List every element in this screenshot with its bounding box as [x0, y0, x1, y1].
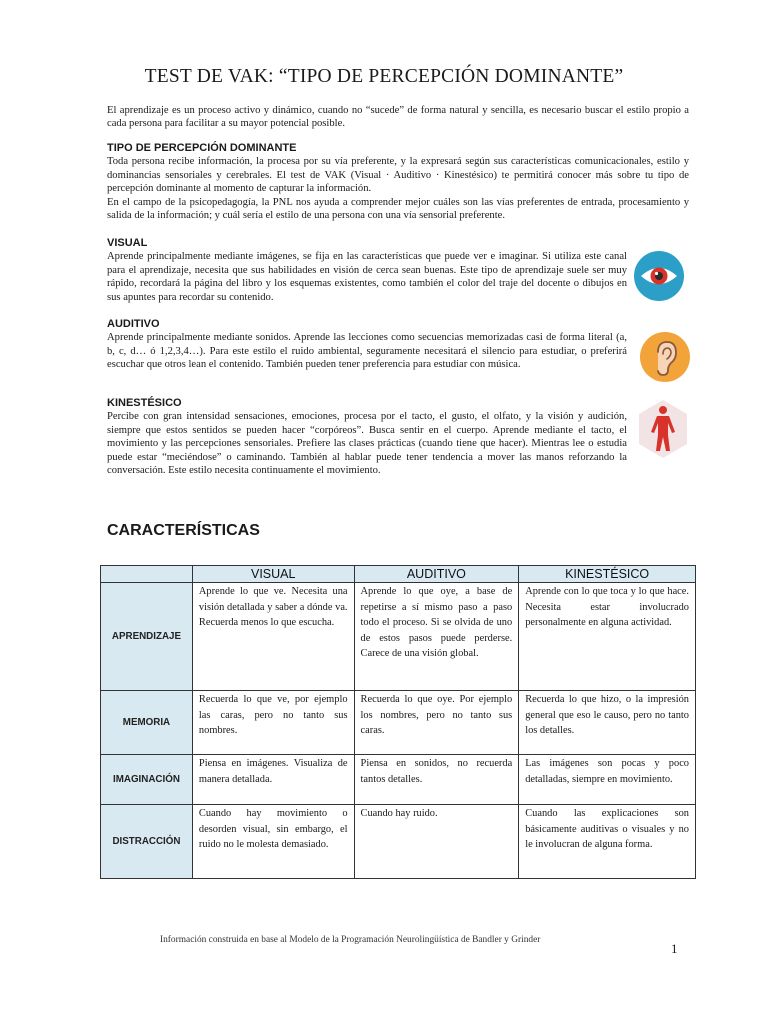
table-cell: Cuando las explicaciones son básicamente auditivas o visuales y no le involucran de alguna forma. — [519, 805, 696, 879]
page-number: 1 — [671, 941, 678, 956]
kinestesico-paragraph: Percibe con gran intensidad sensaciones, emociones, procesa por el tacto, el gusto, el olfato, y la visión y audición, siempre que estos sentidos se pueden hacer “corpóreos”. Busca sentir en el cuerpo. Aprende mediante el tacto, el movimiento y las percepciones sensoriales. Prefiere las clases prácticas (cuando tiene que hacer). Mientras lee o estudia puede estar “meciéndose” o caminando. También al hablar puede tener tendencia a mover las manos reforzando la conversación. Este estilo necesita continuamente el movimiento. — [107, 411, 627, 477]
section-heading-visual: VISUAL — [107, 237, 148, 249]
page-title: TEST DE VAK: “TIPO DE PERCEPCIÓN DOMINANTE” — [144, 66, 624, 87]
section-visual — [107, 237, 627, 304]
table-cell: Recuerda lo que oye. Por ejemplo los nombres, pero no tanto sus caras. — [354, 691, 519, 755]
table-row — [101, 583, 696, 691]
table-cell: Aprende lo que ve. Necesita una visión detallada y saber a dónde va. Recuerda menos lo que escucha. — [192, 583, 354, 691]
characteristics-table — [100, 565, 696, 879]
section-tipo — [107, 142, 689, 222]
table-cell: Piensa en imágenes. Visualiza de manera detallada. — [192, 755, 354, 805]
table-row — [101, 805, 696, 879]
table-cell: Cuando hay ruido. — [354, 805, 519, 879]
row-header-aprendizaje: APRENDIZAJE — [101, 583, 193, 691]
caracteristicas-heading: CARACTERÍSTICAS — [107, 522, 260, 539]
table-cell: Aprende con lo que toca y lo que hace. Necesita estar involucrado personalmente en alguna actividad. — [519, 583, 696, 691]
row-header-imaginacion: IMAGINACIÓN — [101, 755, 193, 805]
ear-icon — [640, 332, 690, 382]
table-cell: Las imágenes son pocas y poco detalladas, siempre en movimiento. — [519, 755, 696, 805]
table-header-row — [101, 566, 696, 583]
table-cell: Recuerda lo que hizo, o la impresión general que eso le causo, pero no tanto los detalles. — [519, 691, 696, 755]
eye-icon — [634, 251, 684, 301]
page-footer: Información construida en base al Modelo de la Programación Neurolingüística de Bandler y Grinder — [160, 935, 541, 945]
table-cell: Aprende lo que oye, a base de repetirse a sí mismo paso a paso todo el proceso. Si se olvida de uno de estos pasos puede perderse. Carece de una visión global. — [354, 583, 519, 691]
table-corner-cell — [101, 566, 193, 583]
intro-paragraph — [107, 104, 689, 131]
tipo-paragraph-1: Toda persona recibe información, la procesa por su vía preferente, y la expresará según sus características comunicacionales, estilo y dominancias sensoriales y cerebrales. El test de VAK (Visual · Auditivo · Kinestésico) te permitirá conocer más sobre tu tipo de percepción dominante al momento de capturar la información. — [107, 156, 689, 195]
human-body-icon — [637, 399, 689, 459]
section-heading-kinestesico: KINESTÉSICO — [107, 397, 182, 409]
row-header-distraccion: DISTRACCIÓN — [101, 805, 193, 879]
section-kinestesico — [107, 397, 627, 477]
table-cell: Recuerda lo que ve, por ejemplo las caras, pero no tanto sus nombres. — [192, 691, 354, 755]
auditivo-paragraph: Aprende principalmente mediante sonidos. Aprende las lecciones como secuencias memorizadas casi de forma literal (a, b, c, d… ó 1,2,3,4…). Para este estilo el ruido ambiental, seguramente necesitará el silencio para estudiar, o preferirá escuchar que otros lean el contenido. También pueden tener preferencia para estudiar con música. — [107, 332, 627, 371]
section-heading-auditivo: AUDITIVO — [107, 318, 160, 330]
column-header-kinestesico: KINESTÉSICO — [519, 566, 696, 583]
table-cell: Cuando hay movimiento o desorden visual, sin embargo, el ruido no le molesta demasiado. — [192, 805, 354, 879]
section-auditivo — [107, 318, 627, 372]
intro-text: El aprendizaje es un proceso activo y dinámico, cuando no “sucede” de forma natural y sencilla, es necesario buscar el estilo propio a cada persona para facilitar a su mayor potencial posible. — [107, 105, 689, 130]
table-row — [101, 755, 696, 805]
section-heading-tipo: TIPO DE PERCEPCIÓN DOMINANTE — [107, 142, 297, 154]
column-header-auditivo: AUDITIVO — [354, 566, 519, 583]
tipo-paragraph-2: En el campo de la psicopedagogía, la PNL nos ayuda a comprender mejor cuáles son las vías preferentes de entrada, procesamiento y salida de la información; y cuál sería el estilo de una persona con una vía sensorial preferente. — [107, 196, 689, 222]
visual-paragraph: Aprende principalmente mediante imágenes, se fija en las características que puede ver e imaginar. Si utiliza este canal para el aprendizaje, necesita que sus habilidades en visión de cerca sean buenas. Este tipo de aprendizaje suele ser muy rápido, recordará la página del libro y los esquemas existentes, como también el color del traje del docente o dibujos en sus apuntes para recordar su contenido. — [107, 251, 627, 303]
table-cell: Piensa en sonidos, no recuerda tantos detalles. — [354, 755, 519, 805]
table-row — [101, 691, 696, 755]
column-header-visual: VISUAL — [192, 566, 354, 583]
row-header-memoria: MEMORIA — [101, 691, 193, 755]
